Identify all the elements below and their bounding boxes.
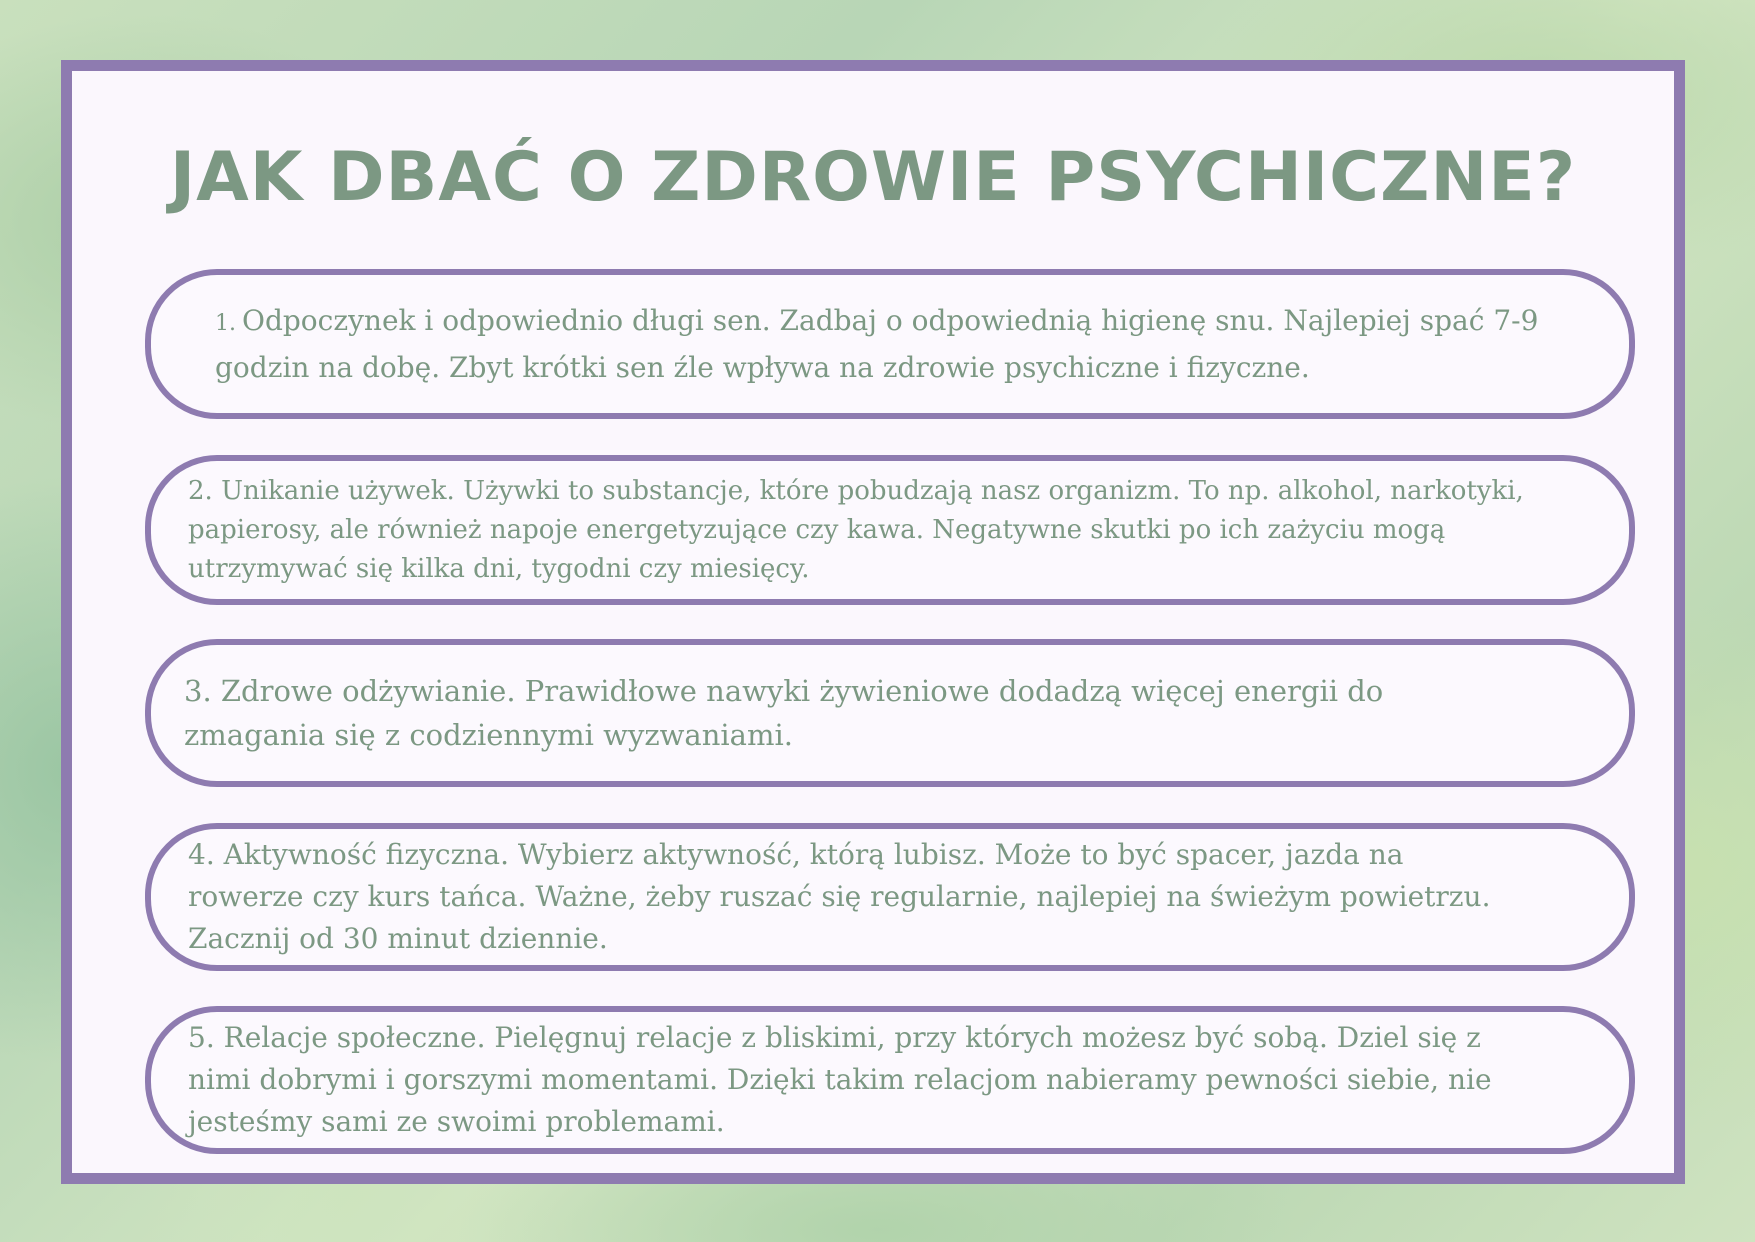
tip-sleep <box>145 269 1635 419</box>
tip-sleep-number: 1. <box>215 310 236 336</box>
tip-nutrition-text: 3. Zdrowe odżywianie. Prawidłowe nawyki żywieniowe dodadzą więcej energii do zmagania się z codziennymi wyzwaniami. <box>184 674 1384 752</box>
tip-nutrition <box>145 639 1635 787</box>
poster-card <box>61 60 1685 1184</box>
poster-title: JAK DBAĆ O ZDROWIE PSYCHICZNE? <box>169 138 1577 217</box>
tip-stimulants-text: 2. Unikanie używek. Używki to substancje, które pobudzają nasz organizm. To np. alkohol, narkotyki, papierosy, ale również napoje energetyzujące czy kawa. Negatywne skutki po ich zażyciu mogą utrzymywać się kilka dni, tygodni czy miesięcy. <box>188 475 1524 584</box>
tip-physical-activity-text: 4. Aktywność fizyczna. Wybierz aktywność, którą lubisz. Może to być spacer, jazda na rowerze czy kurs tańca. Ważne, żeby ruszać się regularnie, najlepiej na świeżym powietrzu. Zacznij od 30 minut dziennie. <box>188 838 1491 955</box>
tip-social-relations <box>145 1006 1635 1154</box>
tip-stimulants <box>145 455 1635 605</box>
tip-social-relations-text: 5. Relacje społeczne. Pielęgnuj relacje z bliskimi, przy których możesz być sobą. Dziel się z nimi dobrymi i gorszymi momentami. Dzięki takim relacjom nabieramy pewności siebie, nie jesteśmy sami ze swoimi problemami. <box>188 1021 1492 1138</box>
tip-sleep-text <box>151 299 1629 390</box>
tip-physical-activity <box>145 823 1635 971</box>
tip-sleep-body: Odpoczynek i odpowiednio długi sen. Zadbaj o odpowiednią higienę snu. Najlepiej spać 7-9 godzin na dobę. Zbyt krótki sen źle wpływa na zdrowie psychiczne i fizyczne. <box>215 303 1539 384</box>
